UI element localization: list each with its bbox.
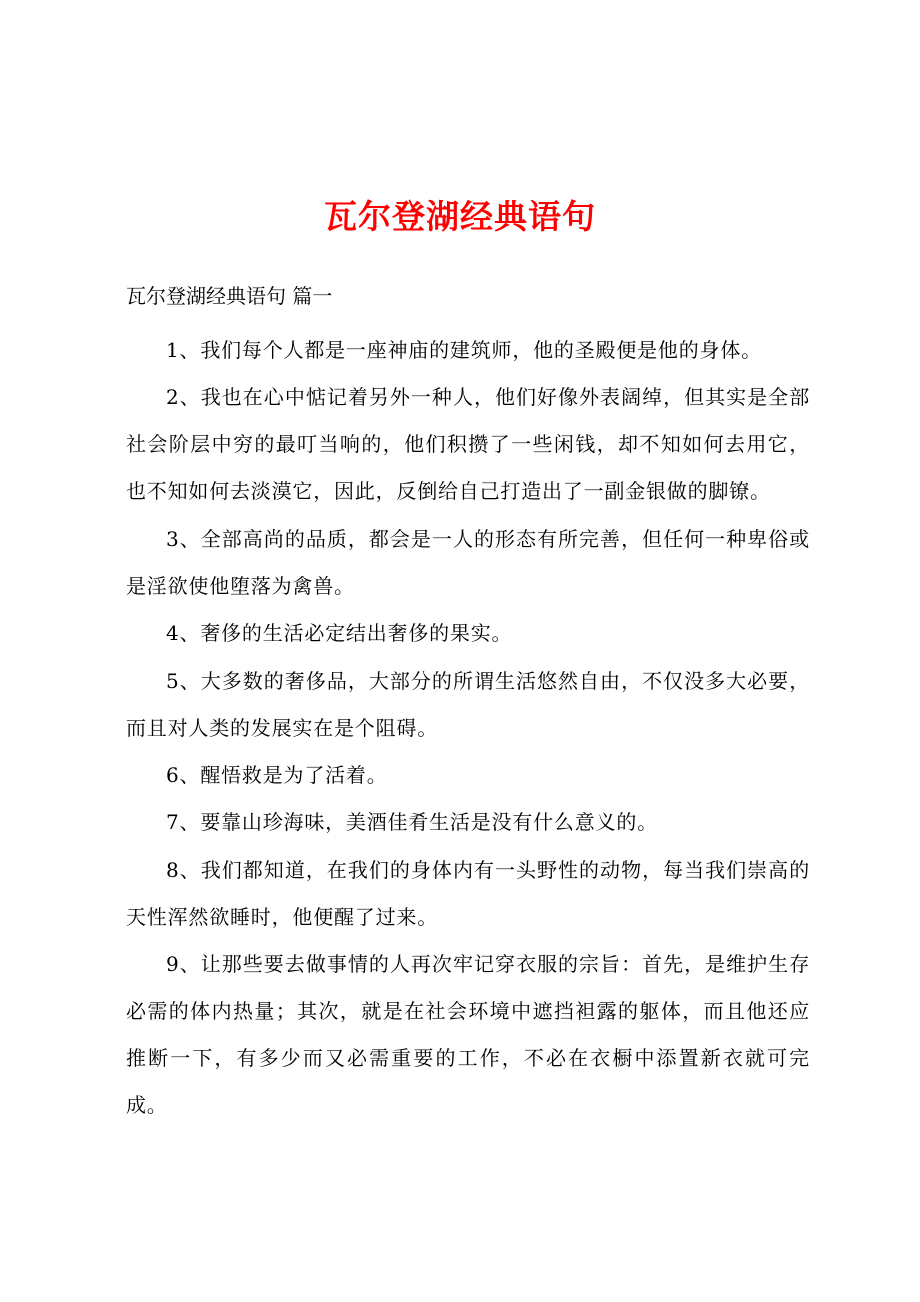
paragraph-1: 1、我们每个人都是一座神庙的建筑师，他的圣殿便是他的身体。 xyxy=(166,338,762,362)
paragraph-7: 7、要靠山珍海味，美酒佳肴生活是没有什么意义的。 xyxy=(166,810,658,834)
section-heading: 瓦尔登湖经典语句 篇一 xyxy=(126,284,333,308)
paragraph-2: 2、我也在心中惦记着另外一种人，他们好像外表阔绰，但其实是全部社会阶层中穷的最叮当响的，他们积攒了一些闲钱，却不知如何去用它，也不知如何去淡漠它，因此，反倒给自己打造出了一副金银做的脚镣。 xyxy=(126,385,810,503)
paragraph-3: 3、全部高尚的品质，都会是一人的形态有所完善，但任何一种卑俗或是淫欲使他堕落为禽兽。 xyxy=(126,527,810,598)
paragraph-8: 8、我们都知道，在我们的身体内有一头野性的动物，每当我们崇高的天性浑然欲睡时，他便醒了过来。 xyxy=(126,858,810,929)
paragraph-9: 9、让那些要去做事情的人再次牢记穿衣服的宗旨：首先，是维护生存必需的体内热量；其次，就是在社会环境中遮挡袒露的躯体，而且他还应推断一下，有多少而又必需重要的工作，不必在衣橱中添置新衣就可完成。 xyxy=(126,952,810,1117)
paragraph-6: 6、醒悟救是为了活着。 xyxy=(166,763,388,787)
document-title: 瓦尔登湖经典语句 xyxy=(324,197,596,236)
paragraph-4: 4、奢侈的生活必定结出奢侈的果实。 xyxy=(166,621,513,645)
paragraph-5: 5、大多数的奢侈品，大部分的所谓生活悠然自由，不仅没多大必要，而且对人类的发展实在是个阻碍。 xyxy=(126,669,810,740)
